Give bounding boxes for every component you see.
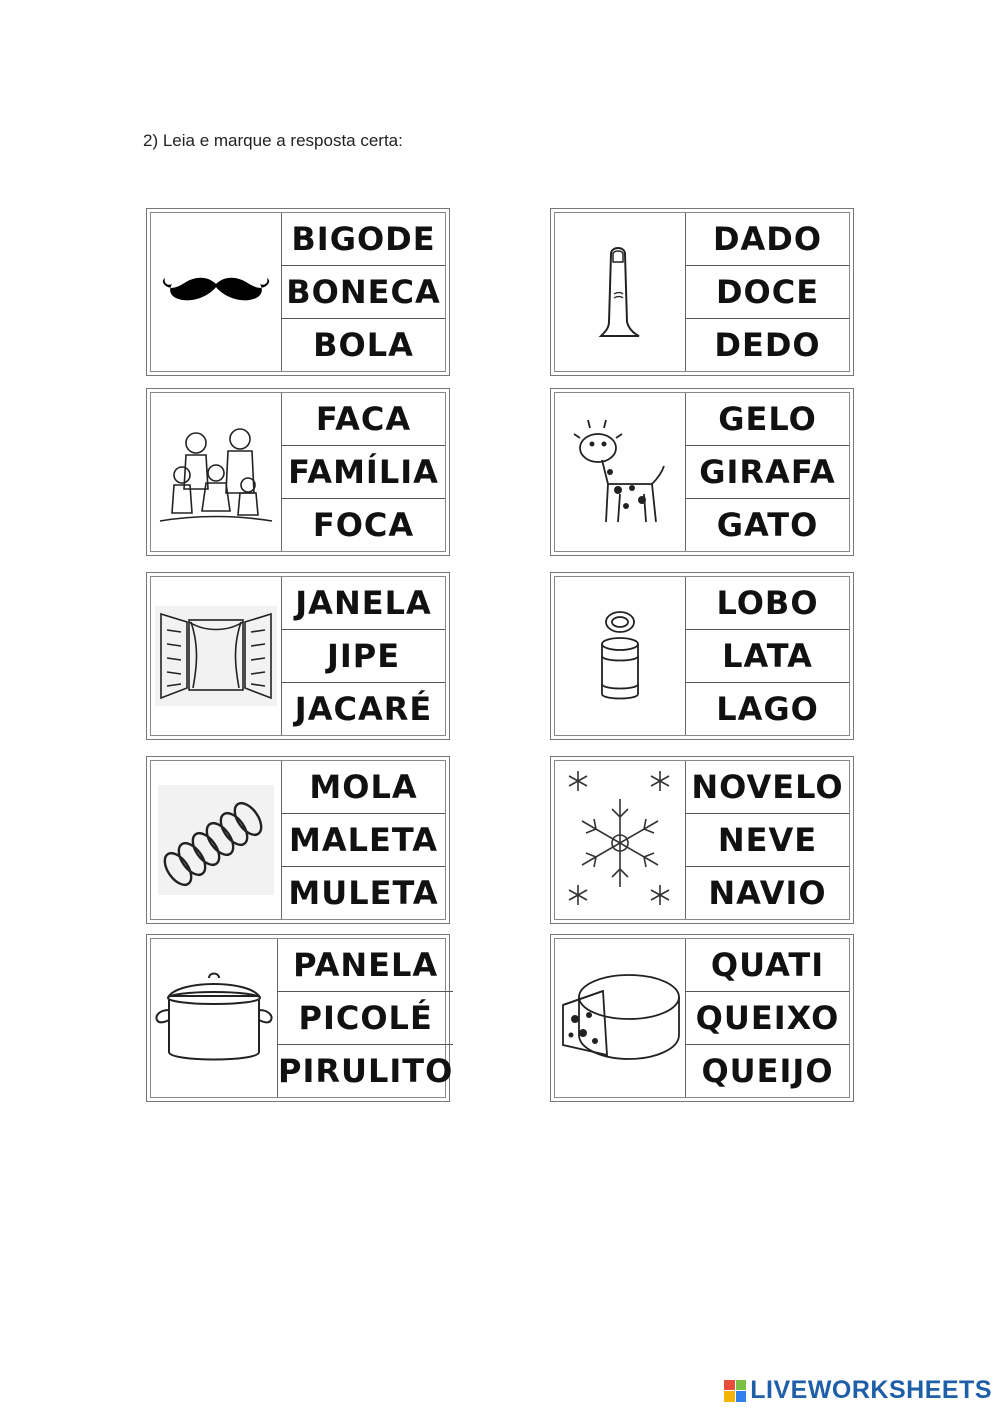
option-bigode[interactable]: BIGODE <box>282 213 445 266</box>
finger-icon <box>555 213 686 371</box>
word-card-6 <box>146 756 450 924</box>
option-lobo[interactable]: LOBO <box>686 577 849 630</box>
word-card-7 <box>550 756 854 924</box>
option-bola[interactable]: BOLA <box>313 326 414 364</box>
word-card-4 <box>146 572 450 740</box>
window-icon <box>151 577 282 735</box>
option-gato[interactable]: GATO <box>716 506 819 544</box>
word-card-1 <box>550 208 854 376</box>
option-pirulito[interactable]: PIRULITO <box>278 1052 454 1090</box>
option-panela[interactable]: PANELA <box>278 939 453 992</box>
cheese-icon <box>555 939 686 1097</box>
pot-icon <box>151 939 278 1097</box>
instruction-text: 2) Leia e marque a resposta certa: <box>143 131 403 150</box>
option-lata[interactable]: LATA <box>686 630 849 683</box>
giraffe-icon <box>555 393 686 551</box>
can-icon <box>555 577 686 735</box>
option-quati[interactable]: QUATI <box>686 939 849 992</box>
word-card-3 <box>550 388 854 556</box>
option-gelo[interactable]: GELO <box>686 393 849 446</box>
option-picole[interactable]: PICOLÉ <box>278 992 453 1045</box>
option-lago[interactable]: LAGO <box>716 690 819 728</box>
option-jacare[interactable]: JACARÉ <box>294 690 433 728</box>
option-foca[interactable]: FOCA <box>312 506 415 544</box>
option-faca[interactable]: FACA <box>282 393 445 446</box>
word-card-9 <box>550 934 854 1102</box>
liveworksheets-logo <box>724 1376 992 1405</box>
liveworksheets-logo-icon <box>724 1380 746 1402</box>
word-card-2 <box>146 388 450 556</box>
option-navio[interactable]: NAVIO <box>708 874 827 912</box>
word-card-8 <box>146 934 454 1102</box>
snowflake-icon <box>555 761 686 919</box>
family-icon <box>151 393 282 551</box>
option-janela[interactable]: JANELA <box>282 577 445 630</box>
liveworksheets-logo-text: LIVEWORKSHEETS <box>750 1376 992 1404</box>
option-girafa[interactable]: GIRAFA <box>686 446 849 499</box>
option-dedo[interactable]: DEDO <box>714 326 821 364</box>
option-novelo[interactable]: NOVELO <box>686 761 849 814</box>
option-jipe[interactable]: JIPE <box>282 630 445 683</box>
option-dado[interactable]: DADO <box>686 213 849 266</box>
option-queixo[interactable]: QUEIXO <box>686 992 849 1045</box>
option-boneca[interactable]: BONECA <box>282 266 445 319</box>
option-familia[interactable]: FAMÍLIA <box>282 446 445 499</box>
option-muleta[interactable]: MULETA <box>288 874 439 912</box>
option-neve[interactable]: NEVE <box>686 814 849 867</box>
spring-icon <box>151 761 282 919</box>
word-card-0 <box>146 208 450 376</box>
option-queijo[interactable]: QUEIJO <box>701 1052 834 1090</box>
word-card-5 <box>550 572 854 740</box>
option-mola[interactable]: MOLA <box>282 761 445 814</box>
option-doce[interactable]: DOCE <box>686 266 849 319</box>
mustache-icon <box>151 213 282 371</box>
option-maleta[interactable]: MALETA <box>282 814 445 867</box>
